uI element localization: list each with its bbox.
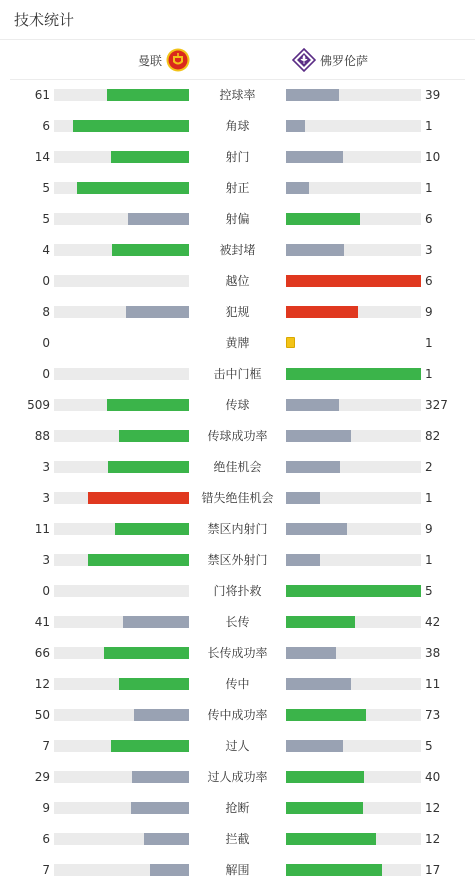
stat-label: 错失绝佳机会	[201, 491, 274, 505]
away-bar-fill	[286, 213, 360, 225]
stat-row	[0, 111, 475, 142]
yellow-card-icon	[286, 337, 295, 348]
stat-label: 过人	[225, 739, 250, 753]
stat-row	[0, 793, 475, 824]
away-bar-fill	[286, 151, 343, 163]
home-bar-fill	[119, 678, 189, 690]
away-value: 1	[425, 181, 433, 195]
away-bar-track	[286, 833, 421, 845]
away-team[interactable]	[292, 48, 368, 72]
away-value: 12	[425, 801, 441, 815]
away-value: 17	[425, 863, 441, 877]
stat-row	[0, 80, 475, 111]
home-bar-track	[54, 430, 189, 442]
away-bar-track	[286, 647, 421, 659]
home-bar-track	[54, 306, 189, 318]
home-value: 4	[42, 243, 50, 257]
home-value: 5	[42, 212, 50, 226]
stat-row	[0, 328, 475, 359]
stat-row	[0, 638, 475, 669]
stat-row	[0, 359, 475, 390]
home-value: 7	[42, 739, 50, 753]
home-bar-fill	[107, 89, 189, 101]
stat-label: 长传	[225, 615, 250, 629]
away-bar-fill	[286, 275, 421, 287]
away-bar-track	[286, 492, 421, 504]
away-value: 38	[425, 646, 441, 660]
home-value: 6	[42, 119, 50, 133]
away-bar-track	[286, 740, 421, 752]
home-bar-fill	[123, 616, 189, 628]
stat-label: 犯规	[225, 305, 250, 319]
home-value: 29	[34, 770, 50, 784]
teams-header	[10, 40, 465, 80]
home-bar-fill	[111, 740, 189, 752]
stat-row	[0, 514, 475, 545]
home-bar-track	[54, 182, 189, 194]
home-value: 8	[42, 305, 50, 319]
stat-row	[0, 235, 475, 266]
home-bar-fill	[88, 492, 189, 504]
stat-row	[0, 421, 475, 452]
home-bar-fill	[108, 461, 189, 473]
home-bar-fill	[77, 182, 189, 194]
away-bar-track	[286, 771, 421, 783]
away-bar-track	[286, 461, 421, 473]
stat-row	[0, 762, 475, 793]
home-team[interactable]	[138, 48, 190, 72]
stat-label: 角球	[225, 119, 250, 133]
home-bar-track	[54, 461, 189, 473]
away-bar-track	[286, 120, 421, 132]
home-value: 0	[42, 274, 50, 288]
stats-list	[0, 80, 475, 886]
home-value: 61	[34, 88, 50, 102]
home-value: 509	[27, 398, 50, 412]
away-value: 40	[425, 770, 441, 784]
away-value: 1	[425, 367, 433, 381]
home-value: 3	[42, 491, 50, 505]
away-value: 10	[425, 150, 441, 164]
away-bar-track	[286, 399, 421, 411]
home-bar-fill	[119, 430, 189, 442]
away-team-name: 佛罗伦萨	[320, 53, 369, 68]
home-bar-fill	[132, 771, 189, 783]
stat-label: 击中门框	[213, 367, 262, 381]
away-value: 1	[425, 336, 433, 350]
away-bar-track	[286, 89, 421, 101]
home-value: 88	[34, 429, 50, 443]
away-bar-track	[286, 275, 421, 287]
away-bar-fill	[286, 492, 320, 504]
stat-label: 传球成功率	[207, 429, 268, 443]
home-value: 0	[42, 336, 50, 350]
away-bar-fill	[286, 368, 421, 380]
stat-label: 传球	[225, 398, 250, 412]
away-bar-track	[286, 213, 421, 225]
home-bar-fill	[128, 213, 189, 225]
home-bar-track	[54, 554, 189, 566]
home-value: 41	[34, 615, 50, 629]
away-bar-fill	[286, 833, 376, 845]
away-bar-track	[286, 368, 421, 380]
home-value: 7	[42, 863, 50, 877]
away-value: 42	[425, 615, 441, 629]
home-bar-track	[54, 740, 189, 752]
stat-row	[0, 700, 475, 731]
away-bar-track	[286, 244, 421, 256]
home-bar-track	[54, 833, 189, 845]
away-bar-track	[286, 554, 421, 566]
home-bar-track	[54, 523, 189, 535]
home-team-name: 曼联	[138, 53, 163, 68]
away-value: 82	[425, 429, 441, 443]
away-bar-fill	[286, 430, 351, 442]
home-bar-fill	[115, 523, 189, 535]
stat-label: 绝佳机会	[213, 460, 262, 474]
away-value: 6	[425, 212, 433, 226]
stat-label: 抢断	[225, 801, 250, 815]
away-value: 12	[425, 832, 441, 846]
away-bar-track	[286, 151, 421, 163]
home-value: 5	[42, 181, 50, 195]
away-bar-fill	[286, 399, 339, 411]
manchester-united-crest-icon	[166, 48, 190, 72]
stat-label: 射偏	[225, 212, 250, 226]
away-value: 1	[425, 553, 433, 567]
home-bar-fill	[111, 151, 189, 163]
away-bar-fill	[286, 647, 336, 659]
away-value: 5	[425, 739, 433, 753]
away-value: 6	[425, 274, 433, 288]
away-value: 3	[425, 243, 433, 257]
away-value: 9	[425, 522, 433, 536]
home-bar-track	[54, 709, 189, 721]
home-value: 3	[42, 553, 50, 567]
stat-label: 控球率	[219, 88, 256, 102]
home-bar-fill	[126, 306, 189, 318]
away-bar-track	[286, 523, 421, 535]
home-bar-track	[54, 616, 189, 628]
away-bar-track	[286, 430, 421, 442]
away-value: 9	[425, 305, 433, 319]
stat-row	[0, 545, 475, 576]
away-bar-fill	[286, 585, 421, 597]
home-bar-track	[54, 678, 189, 690]
away-bar-track	[286, 616, 421, 628]
stat-row	[0, 731, 475, 762]
away-bar-fill	[286, 244, 344, 256]
home-bar-track	[54, 771, 189, 783]
away-bar-fill	[286, 89, 339, 101]
away-bar-fill	[286, 678, 351, 690]
away-bar-track	[286, 864, 421, 876]
home-bar-track	[54, 864, 189, 876]
home-bar-fill	[131, 802, 189, 814]
home-bar-track	[54, 647, 189, 659]
fiorentina-crest-icon	[292, 48, 316, 72]
stat-row	[0, 297, 475, 328]
section-header	[0, 0, 475, 40]
stat-row	[0, 669, 475, 700]
away-bar-track	[286, 709, 421, 721]
away-bar-fill	[286, 182, 309, 194]
stat-row	[0, 173, 475, 204]
home-bar-fill	[104, 647, 189, 659]
away-bar-track	[286, 182, 421, 194]
stat-label: 传中成功率	[207, 708, 268, 722]
home-bar-track	[54, 492, 189, 504]
home-bar-fill	[144, 833, 189, 845]
away-bar-fill	[286, 740, 343, 752]
away-value: 1	[425, 491, 433, 505]
away-bar-fill	[286, 864, 382, 876]
home-bar-fill	[88, 554, 189, 566]
away-value: 39	[425, 88, 441, 102]
home-value: 9	[42, 801, 50, 815]
away-value: 1	[425, 119, 433, 133]
stat-label: 拦截	[225, 832, 250, 846]
home-value: 0	[42, 584, 50, 598]
away-bar-track	[286, 585, 421, 597]
stat-row	[0, 390, 475, 421]
stat-row	[0, 576, 475, 607]
home-bar-fill	[134, 709, 189, 721]
home-value: 3	[42, 460, 50, 474]
away-bar-fill	[286, 306, 358, 318]
home-bar-fill	[107, 399, 189, 411]
away-bar-track	[286, 678, 421, 690]
stat-row	[0, 607, 475, 638]
stat-label: 禁区外射门	[207, 553, 268, 567]
home-bar-track	[54, 244, 189, 256]
stat-label: 射门	[225, 150, 250, 164]
home-bar-track	[54, 368, 189, 380]
stat-row	[0, 142, 475, 173]
home-bar-track	[54, 585, 189, 597]
stat-label: 越位	[225, 274, 250, 288]
stat-label: 长传成功率	[207, 646, 268, 660]
away-value: 11	[425, 677, 441, 691]
stat-label: 被封堵	[219, 243, 256, 257]
away-bar-fill	[286, 554, 320, 566]
section-title: 技术统计	[14, 11, 75, 29]
stat-label: 过人成功率	[207, 770, 268, 784]
home-value: 14	[34, 150, 50, 164]
home-value: 12	[34, 677, 50, 691]
home-bar-track	[54, 120, 189, 132]
home-value: 66	[34, 646, 50, 660]
away-value: 2	[425, 460, 433, 474]
home-bar-track	[54, 213, 189, 225]
home-bar-track	[54, 802, 189, 814]
away-bar-fill	[286, 120, 305, 132]
away-value: 5	[425, 584, 433, 598]
away-bar-fill	[286, 523, 347, 535]
stat-row	[0, 824, 475, 855]
home-bar-track	[54, 399, 189, 411]
away-bar-fill	[286, 709, 366, 721]
home-value: 6	[42, 832, 50, 846]
home-bar-fill	[73, 120, 189, 132]
stat-label: 射正	[225, 181, 250, 195]
stat-label: 禁区内射门	[207, 522, 268, 536]
home-bar-fill	[150, 864, 189, 876]
stat-label: 门将扑救	[213, 584, 262, 598]
stat-label: 传中	[225, 677, 250, 691]
stat-row	[0, 855, 475, 886]
stat-row	[0, 266, 475, 297]
home-bar-track	[54, 275, 189, 287]
away-bar-fill	[286, 771, 364, 783]
home-value: 0	[42, 367, 50, 381]
away-bar-fill	[286, 616, 355, 628]
stat-row	[0, 483, 475, 514]
stat-label: 解围	[225, 863, 250, 877]
stat-row	[0, 452, 475, 483]
away-bar-track	[286, 802, 421, 814]
away-value: 73	[425, 708, 441, 722]
stat-label: 黄牌	[225, 336, 250, 350]
home-bar-track	[54, 151, 189, 163]
home-value: 50	[34, 708, 50, 722]
away-value: 327	[425, 398, 448, 412]
away-bar-fill	[286, 802, 363, 814]
home-value: 11	[34, 522, 50, 536]
home-bar-track	[54, 89, 189, 101]
away-bar-fill	[286, 461, 340, 473]
home-bar-fill	[112, 244, 189, 256]
away-bar-track	[286, 306, 421, 318]
stat-row	[0, 204, 475, 235]
